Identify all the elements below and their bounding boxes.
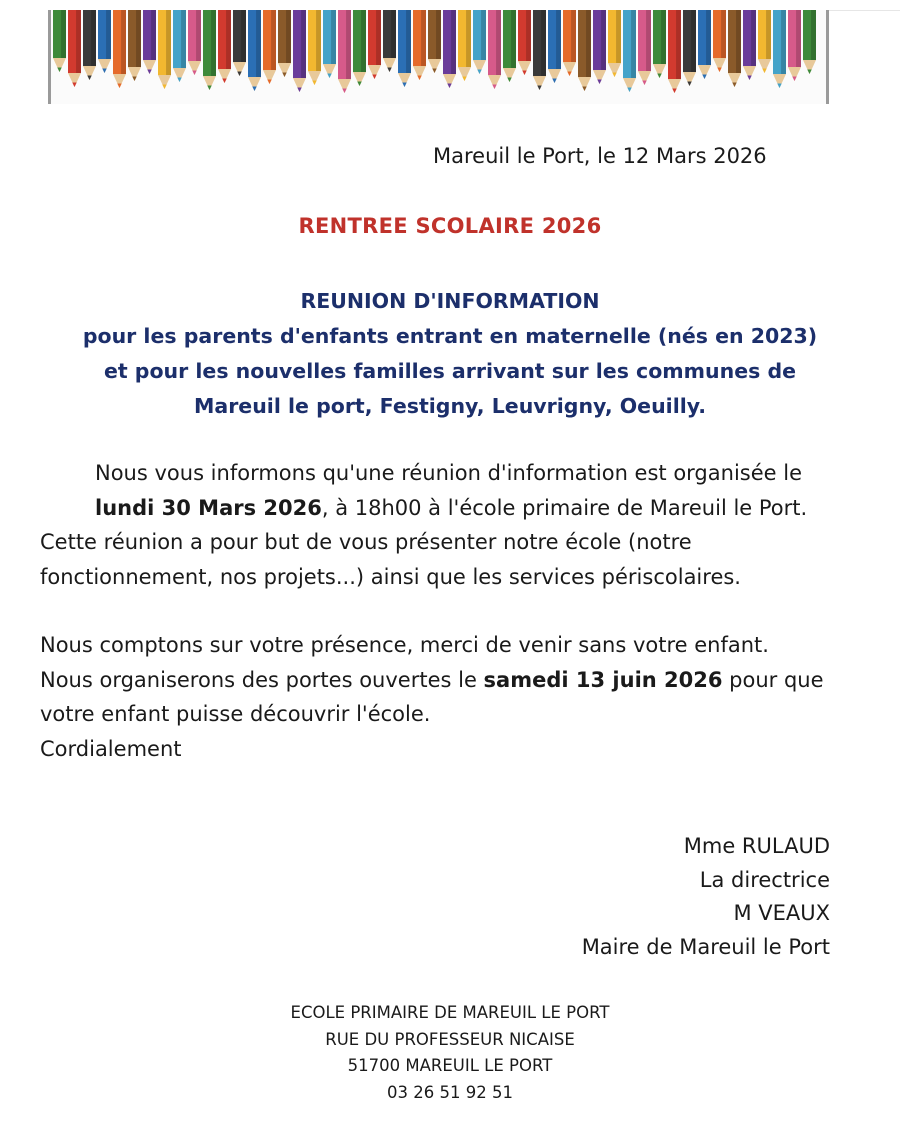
paragraph-meeting: Nous vous informons qu'une réunion d'information est organisée le lundi 30 Mars 2026, à 18h00 à l'école primaire de Mareuil le Port. [95,461,808,520]
street: RUE DU PROFESSEUR NICAISE [325,1029,575,1049]
phone: 03 26 51 92 51 [387,1082,513,1102]
pencil-icon [698,10,711,79]
heading-line: REUNION D'INFORMATION [300,289,600,313]
pencil-icon [503,10,516,82]
pencil-icon [458,10,471,81]
letter-body [40,456,860,766]
meeting-heading [20,284,880,424]
pencil-icon [563,10,576,76]
pencil-icon [113,10,126,88]
pencil-icon [653,10,666,78]
pencil-icon [203,10,216,90]
pencil-icon [158,10,171,89]
pencil-icon [803,10,816,74]
pencil-icon [548,10,561,83]
pencil-icon [323,10,336,78]
pencil-icon [263,10,276,84]
pencil-icon [428,10,441,73]
signature-block [582,830,830,964]
pencil-icon [293,10,306,92]
pencil-icon [383,10,396,72]
school-name: ECOLE PRIMAIRE DE MAREUIL LE PORT [290,1003,610,1022]
pencil-icon [518,10,531,75]
pencil-icon [533,10,546,90]
pencil-icon [623,10,636,92]
pencil-icon [368,10,381,79]
paragraph-attendance: Nous comptons sur votre présence, merci de venir sans votre enfant. [40,633,769,657]
pencil-icon [713,10,726,72]
colored-pencils-banner [48,10,829,104]
pencil-icon [773,10,786,88]
pencil-icon [53,10,66,72]
pencil-icon [683,10,696,86]
pencil-icon [638,10,651,85]
pencil-icon [413,10,426,80]
postal-city: 51700 MAREUIL LE PORT [347,1056,553,1075]
paragraph-purpose: Cette réunion a pour but de vous présenter notre école (notre fonctionnement, nos projets...) ainsi que les services périscolaires. [40,530,741,589]
pencils-illustration [51,10,826,104]
paragraph-open-house: Nous organiserons des portes ouvertes le samedi 13 juin 2026 pour que votre enfant puisse découvrir l'école. [40,667,824,726]
meeting-date: lundi 30 Mars 2026 [95,495,322,520]
pencil-icon [728,10,741,87]
closing: Cordialement [40,736,182,761]
pencil-icon [443,10,456,88]
pencil-icon [473,10,486,74]
heading-line: Mareuil le port, Festigny, Leuvrigny, Oeuilly. [193,394,707,418]
signatory-name: Mme RULAUD [683,834,830,858]
pencil-icon [353,10,366,86]
date-line: Mareuil le Port, le 12 Mars 2026 [433,144,767,168]
school-address [0,1000,900,1106]
pencil-icon [668,10,681,93]
pencil-icon [398,10,411,87]
pencil-icon [188,10,201,75]
letter-title: RENTREE SCOLAIRE 2026 [298,214,602,238]
signatory-name: M VEAUX [733,901,830,925]
heading-line: et pour les nouvelles familles arrivant sur les communes de [103,359,797,383]
pencil-icon [278,10,291,77]
pencil-icon [128,10,141,81]
pencil-icon [488,10,501,89]
top-divider [823,10,900,11]
pencil-icon [308,10,321,85]
pencil-icon [338,10,351,93]
pencil-icon [83,10,96,80]
pencil-icon [218,10,231,83]
pencil-icon [143,10,156,74]
pencil-icon [68,10,81,87]
heading-line: pour les parents d'enfants entrant en maternelle (nés en 2023) [82,324,818,348]
pencil-icon [98,10,111,73]
pencil-icon [788,10,801,81]
pencil-icon [173,10,186,82]
pencil-icon [593,10,606,84]
pencil-icon [608,10,621,77]
open-house-date: samedi 13 juin 2026 [483,667,723,692]
pencil-icon [233,10,246,76]
pencil-icon [578,10,591,91]
signatory-role: Maire de Mareuil le Port [581,934,830,959]
pencil-icon [758,10,771,73]
pencil-icon [743,10,756,80]
signatory-role: La directrice [699,867,830,892]
pencil-icon [248,10,261,91]
